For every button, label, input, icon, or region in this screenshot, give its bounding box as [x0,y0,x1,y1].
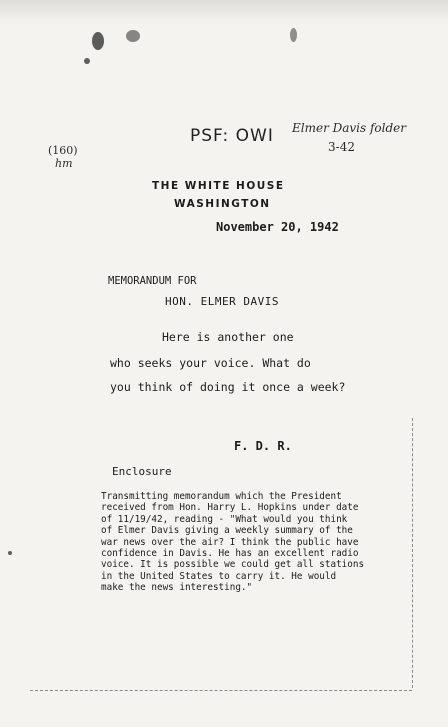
smudge-mark [84,58,90,64]
memo-body-line: Here is another one [162,330,294,344]
enclosure-line: of Elmer Davis giving a weekly summary of the [101,525,353,537]
letterhead-city: WASHINGTON [174,198,271,210]
memo-body-line: you think of doing it once a week? [110,380,346,394]
memo-body-line: who seeks your voice. What do [110,356,311,370]
memo-signature: F. D. R. [234,439,292,453]
folder-note: Elmer Davis folder [292,121,407,135]
enclosure-line: voice. It is possible we could get all stations [101,559,365,571]
filing-mark: PSF: OWI [190,126,274,146]
enclosure-line: make the news interesting." [101,582,253,594]
letterhead-title: THE WHITE HOUSE [152,180,285,192]
enclosure-label: Enclosure [112,465,172,478]
enclosure-line: war news over the air? I think the public have [101,536,359,548]
smudge-mark [8,551,12,555]
page-edge-line [412,418,413,688]
enclosure-line: in the United States to carry it. He would [101,570,337,582]
enclosure-line: confidence in Davis. He has an excellent radio [101,548,359,560]
smudge-mark [92,32,104,50]
smudge-mark [126,30,140,42]
enclosure-line: Transmitting memorandum which the President [101,491,342,502]
memo-date: November 20, 1942 [216,220,339,234]
date-note: 3-42 [328,140,355,154]
enclosure-line: of 11/19/42, reading - "What would you think [101,513,348,525]
page-edge-line [30,690,412,691]
enclosure-line: received from Hon. Harry L. Hopkins under date [101,502,359,514]
file-initials: hm [55,157,73,170]
smudge-mark [290,28,297,42]
memo-heading: MEMORANDUM FOR [108,275,197,287]
memo-recipient: HON. ELMER DAVIS [165,295,279,308]
file-number: (160) [48,144,78,157]
enclosure-text [101,491,364,594]
page-top-shadow [0,0,448,22]
